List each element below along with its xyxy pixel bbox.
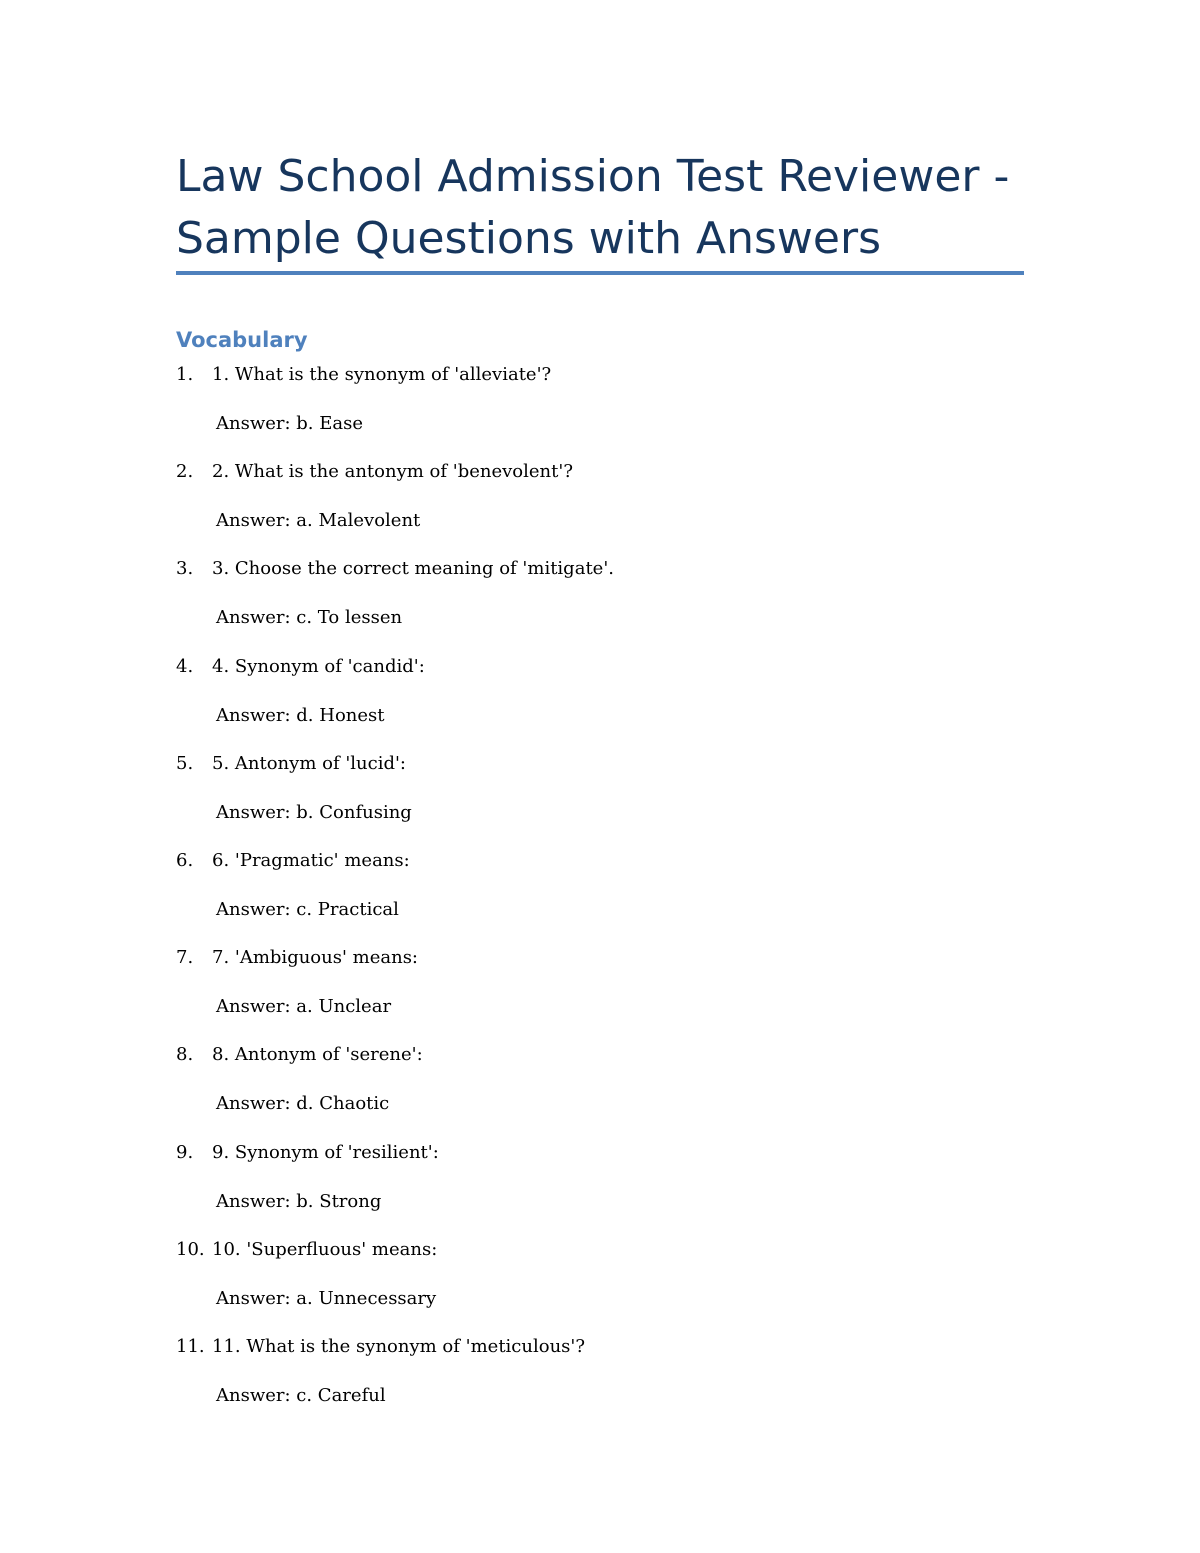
list-item-number: 2.: [176, 461, 194, 483]
answer-text: Answer: b. Strong: [216, 1190, 382, 1212]
question-text: 8. Antonym of 'serene':: [212, 1044, 423, 1066]
list-item: [0, 1141, 1200, 1239]
title-line-1: Law School Admission Test Reviewer -: [176, 151, 1010, 202]
question-text: 7. 'Ambiguous' means:: [212, 947, 418, 969]
answer-text: Answer: d. Honest: [216, 704, 385, 726]
list-item-number: 5.: [176, 752, 194, 774]
list-item: [0, 363, 1200, 461]
question-text: 11. What is the synonym of 'meticulous'?: [212, 1336, 586, 1357]
list-item-number: 10.: [176, 1238, 205, 1260]
list-item-number: 7.: [176, 947, 194, 969]
question-text: 10. 'Superfluous' means:: [212, 1238, 438, 1260]
list-item: [0, 849, 1200, 947]
page-title: [176, 146, 1036, 270]
answer-text: Answer: c. To lessen: [216, 607, 403, 629]
answer-text: Answer: c. Practical: [216, 899, 399, 920]
question-text: 3. Choose the correct meaning of 'mitigate'.: [212, 558, 614, 580]
answer-text: Answer: a. Unclear: [216, 996, 392, 1018]
list-item: [0, 557, 1200, 655]
question-text: 1. What is the synonym of 'alleviate'?: [212, 364, 552, 385]
question-text: 6. 'Pragmatic' means:: [212, 850, 410, 871]
answer-text: Answer: a. Malevolent: [216, 510, 421, 532]
list-item: [0, 752, 1200, 850]
list-item: [0, 460, 1200, 558]
title-underline-divider: [176, 271, 1024, 275]
answer-text: Answer: b. Ease: [216, 413, 364, 434]
answer-text: Answer: a. Unnecessary: [216, 1287, 437, 1309]
answer-text: Answer: b. Confusing: [216, 801, 412, 823]
question-text: 5. Antonym of 'lucid':: [212, 752, 407, 774]
list-item: [0, 1043, 1200, 1141]
question-text: 4. Synonym of 'candid':: [212, 655, 425, 677]
list-item-number: 6.: [176, 850, 194, 871]
question-text: 9. Synonym of 'resilient':: [212, 1141, 439, 1163]
answer-text: Answer: c. Careful: [216, 1385, 386, 1406]
list-item-number: 1.: [176, 364, 194, 385]
list-item: [0, 946, 1200, 1044]
list-item-number: 4.: [176, 655, 194, 677]
question-text: 2. What is the antonym of 'benevolent'?: [212, 461, 573, 483]
section-heading-vocabulary: Vocabulary: [176, 328, 308, 352]
list-item: [0, 1335, 1200, 1433]
list-item-number: 8.: [176, 1044, 194, 1066]
list-item-number: 11.: [176, 1336, 205, 1357]
answer-text: Answer: d. Chaotic: [216, 1093, 390, 1115]
title-line-2: Sample Questions with Answers: [176, 213, 881, 264]
list-item: [0, 1238, 1200, 1336]
list-item-number: 9.: [176, 1141, 194, 1163]
list-item-number: 3.: [176, 558, 194, 580]
list-item: [0, 655, 1200, 753]
